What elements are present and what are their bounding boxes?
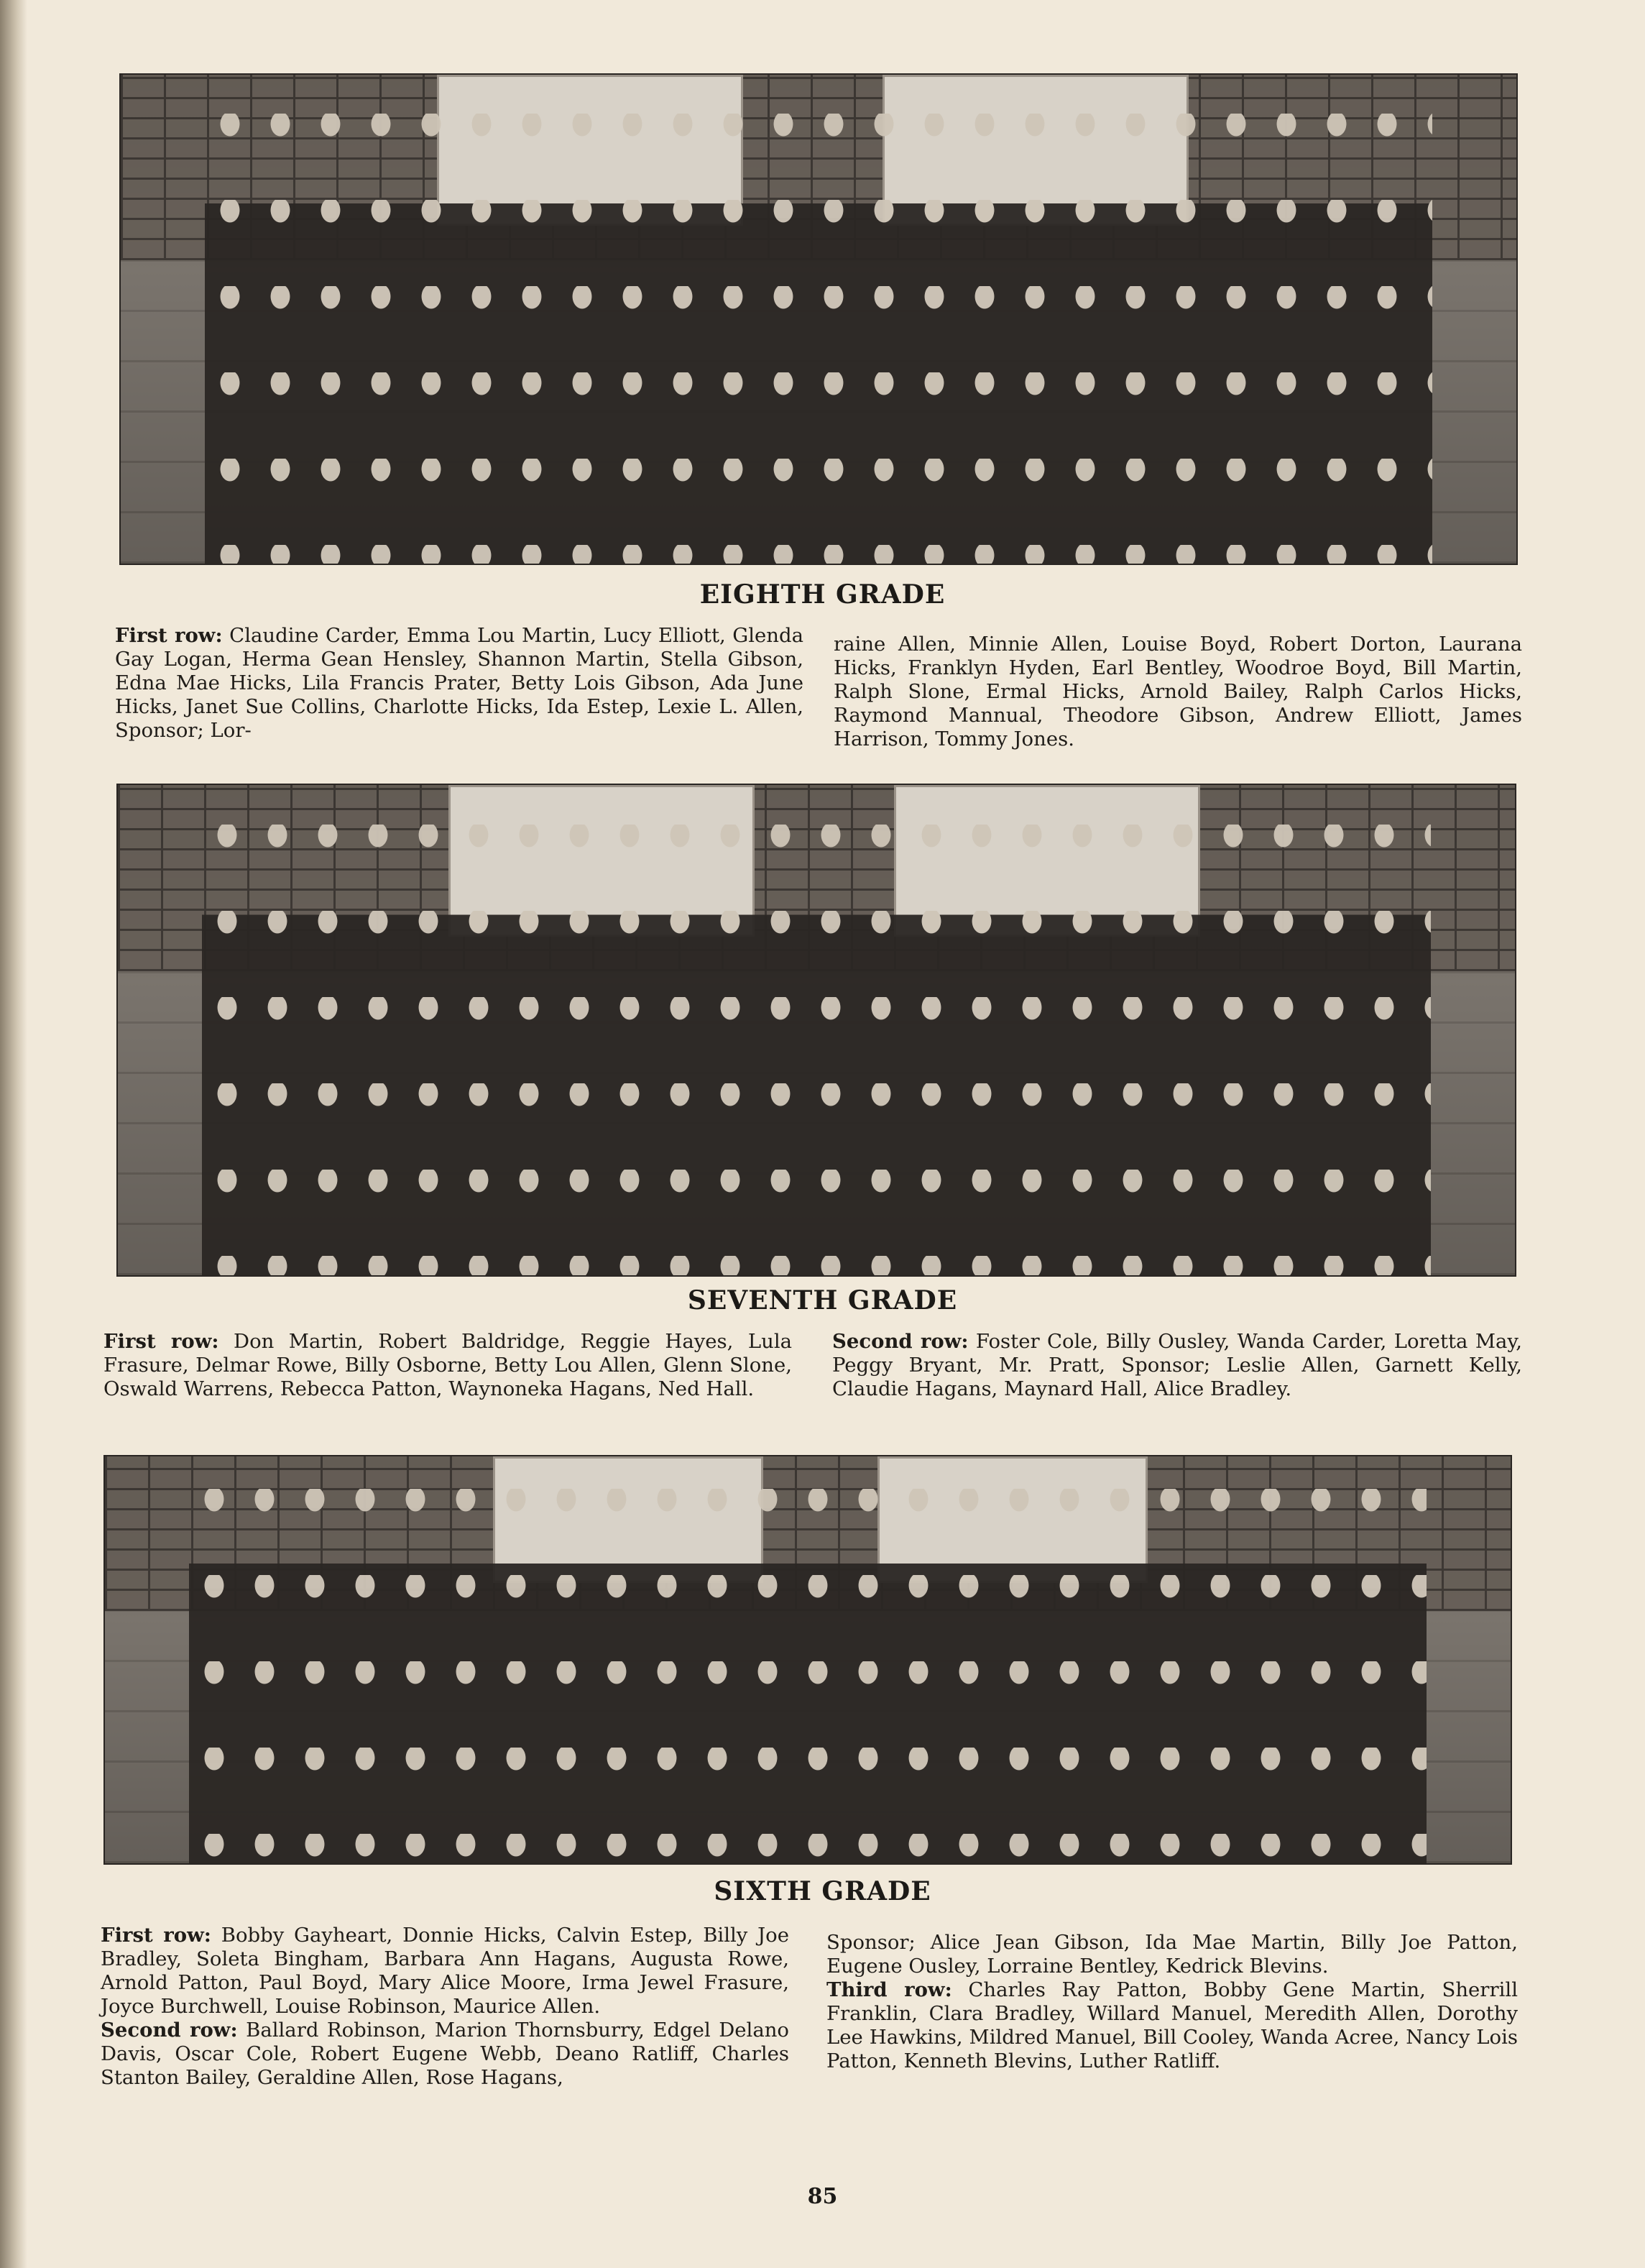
sixth-grade-photo: [103, 1455, 1512, 1865]
row-label: First row:: [103, 1330, 219, 1353]
caption-left: [101, 1924, 789, 2090]
row-label: Second row:: [101, 2019, 238, 2042]
caption-right: [834, 633, 1522, 751]
row-label: First row:: [101, 1924, 211, 1947]
grade-title: SIXTH GRADE: [714, 1876, 931, 1906]
row-label: First row:: [115, 624, 223, 647]
names: Foster Cole, Billy Ousley, Wanda Carder, Loretta May, Peggy Bryant, Mr. Pratt, Sponsor; Leslie Allen, Garnett Kelly, Claudie Hagans, Maynard Hall, Alice Bradley.: [832, 1330, 1522, 1400]
eighth-grade-photo: [119, 73, 1518, 565]
grade-title: EIGHTH GRADE: [699, 579, 946, 610]
names: Sponsor; Alice Jean Gibson, Ida Mae Martin, Billy Joe Patton, Eugene Ousley, Lorraine Bentley, Kedrick Blevins.: [826, 1931, 1518, 1978]
caption-left: [115, 624, 803, 743]
student-group: [202, 825, 1432, 1275]
names: Don Martin, Robert Baldridge, Reggie Hayes, Lula Frasure, Delmar Rowe, Billy Osborne, Betty Lou Allen, Glenn Slone, Oswald Warrens, Rebecca Patton, Waynoneka Hagans, Ned Hall.: [103, 1330, 793, 1400]
student-group: [205, 114, 1433, 564]
grade-title: SEVENTH GRADE: [687, 1285, 958, 1316]
row-label: Second row:: [832, 1330, 969, 1353]
names: raine Allen, Minnie Allen, Louise Boyd, Robert Dorton, Laurana Hicks, Franklyn Hyden, Earl Bentley, Woodroe Boyd, Bill Martin, Ralph Slone, Ermal Hicks, Arnold Bailey, Ralph Carlos Hicks, Raymond Mannual, Theodore Gibson, Andrew Elliott, James Harrison, Tommy Jones.: [834, 633, 1522, 750]
row-label: Third row:: [826, 1978, 952, 2001]
student-group: [189, 1489, 1426, 1863]
page-number: 85: [807, 2184, 838, 2209]
names: Claudine Carder, Emma Lou Martin, Lucy Elliott, Glenda Gay Logan, Herma Gean Hensley, Shannon Martin, Stella Gibson, Edna Mae Hicks, Lila Francis Prater, Betty Lois Gibson, Ada June Hicks, Janet Sue Collins, Charlotte Hicks, Ida Estep, Lexie L. Allen, Sponsor; Lor-: [115, 624, 804, 742]
caption-right: [832, 1330, 1522, 1401]
seventh-grade-photo: [116, 784, 1516, 1277]
caption-right: [826, 1931, 1518, 2073]
names: Charles Ray Patton, Bobby Gene Martin, Sherrill Franklin, Clara Bradley, Willard Manuel, Meredith Allen, Dorothy Lee Hawkins, Mildred Manuel, Bill Cooley, Wanda Acree, Nancy Lois Patton, Kenneth Blevins, Luther Ratliff.: [826, 1978, 1518, 2072]
names: Bobby Gayheart, Donnie Hicks, Calvin Estep, Billy Joe Bradley, Soleta Bingham, Barbara Ann Hagans, Augusta Rowe, Arnold Patton, Paul Boyd, Mary Alice Moore, Irma Jewel Frasure, Joyce Burchwell, Louise Robinson, Maurice Allen.: [101, 1924, 790, 2018]
names: Ballard Robinson, Marion Thornsburry, Edgel Delano Davis, Oscar Cole, Robert Eugene Webb, Deano Ratliff, Charles Stanton Bailey, Geraldine Allen, Rose Hagans,: [101, 2019, 789, 2089]
caption-left: [103, 1330, 792, 1401]
page-binding-edge: [0, 0, 27, 2268]
